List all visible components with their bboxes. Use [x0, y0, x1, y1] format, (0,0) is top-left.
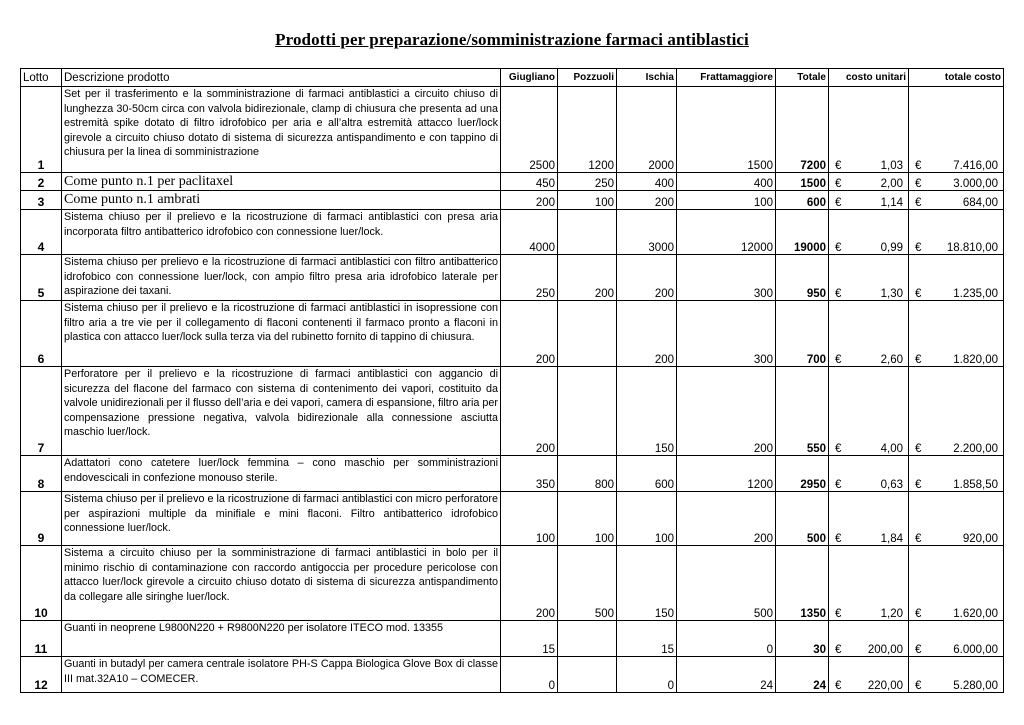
qty-giugliano: 200	[501, 367, 558, 456]
unit-cost-value: 2,00	[880, 178, 903, 190]
total-cost-value: 684,00	[962, 197, 998, 209]
total-cost-value: 3.000,00	[953, 178, 998, 190]
unit-cost-value: 2,60	[880, 354, 903, 366]
qty-ischia: 100	[617, 492, 677, 546]
unit-cost-value: 1,30	[880, 288, 903, 300]
product-description	[62, 191, 501, 210]
header-frattamaggiore: Frattamaggiore	[677, 69, 776, 87]
currency-symbol: €	[835, 160, 842, 172]
qty-giugliano: 200	[501, 191, 558, 210]
total-cost	[909, 456, 1004, 492]
qty-totale: 1500	[776, 173, 829, 191]
qty-pozzuoli: 100	[558, 191, 617, 210]
qty-frattamaggiore: 300	[677, 301, 776, 367]
header-totale-costo: totale costo	[909, 69, 1004, 87]
lotto-number: 2	[21, 173, 62, 191]
product-description	[62, 210, 501, 255]
qty-giugliano: 100	[501, 492, 558, 546]
qty-frattamaggiore: 0	[677, 621, 776, 657]
total-cost-value: 2.200,00	[953, 443, 998, 455]
total-cost	[909, 657, 1004, 693]
qty-totale: 550	[776, 367, 829, 456]
product-description-text: Sistema chiuso per il prelievo e la ricostruzione di farmaci antiblastici in isopressione con filtro aria a tre vie per il collegamento di flaconi contenenti il farmaco pronto a flaconi in plastica con attacco luer/lock sulla terza via del rubinetto fornito di tappino di chiusura.	[64, 302, 498, 343]
unit-cost-value: 0,99	[880, 242, 903, 254]
product-description	[62, 657, 501, 693]
product-description-text: Come punto n.1 ambrati	[64, 192, 201, 207]
product-description	[62, 173, 501, 191]
product-description-text: Perforatore per il prelievo e la ricostruzione di farmaci antiblastici con aggancio di sicurezza del flacone del farmaco con sistema di contenimento dei vapori, costituito da valvole unidirezionali per il flusso dell’aria e dei vapori, camera di espansione, filtro aria per compensazione pressione negativa, valvola bidirezionale alla connessione asciutta maschio luer/lock.	[64, 368, 498, 438]
table-row	[21, 255, 1004, 301]
qty-pozzuoli	[558, 657, 617, 693]
total-cost	[909, 255, 1004, 301]
qty-pozzuoli	[558, 301, 617, 367]
qty-ischia: 150	[617, 367, 677, 456]
product-description-text: Sistema chiuso per il prelievo e la ricostruzione di farmaci antiblastici con micro perforatore per aspirazioni multiple da minifiale e mini flaconi. Filtro antibatterico idrofobico connessione luer/lock.	[64, 493, 498, 534]
currency-symbol: €	[835, 680, 842, 692]
unit-cost	[829, 87, 909, 173]
currency-symbol: €	[835, 608, 842, 620]
qty-frattamaggiore: 500	[677, 546, 776, 621]
header-ischia: Ischia	[617, 69, 677, 87]
qty-ischia: 200	[617, 255, 677, 301]
product-description	[62, 456, 501, 492]
currency-symbol: €	[915, 608, 922, 620]
table-row	[21, 210, 1004, 255]
unit-cost	[829, 191, 909, 210]
unit-cost-value: 4,00	[880, 443, 903, 455]
products-table	[20, 68, 1004, 693]
unit-cost-value: 0,63	[880, 479, 903, 491]
unit-cost	[829, 255, 909, 301]
qty-totale: 500	[776, 492, 829, 546]
qty-totale: 30	[776, 621, 829, 657]
qty-frattamaggiore: 1200	[677, 456, 776, 492]
qty-totale: 24	[776, 657, 829, 693]
total-cost	[909, 210, 1004, 255]
qty-ischia: 2000	[617, 87, 677, 173]
unit-cost-value: 200,00	[867, 644, 903, 656]
lotto-number: 5	[21, 255, 62, 301]
unit-cost	[829, 210, 909, 255]
currency-symbol: €	[835, 354, 842, 366]
table-row	[21, 657, 1004, 693]
product-description	[62, 492, 501, 546]
qty-frattamaggiore: 200	[677, 492, 776, 546]
table-body	[21, 87, 1004, 693]
currency-symbol: €	[835, 288, 842, 300]
qty-pozzuoli: 800	[558, 456, 617, 492]
table-row	[21, 301, 1004, 367]
unit-cost	[829, 546, 909, 621]
qty-totale: 2950	[776, 456, 829, 492]
qty-giugliano: 4000	[501, 210, 558, 255]
table-row	[21, 191, 1004, 210]
qty-pozzuoli: 200	[558, 255, 617, 301]
product-description	[62, 301, 501, 367]
product-description-text: Guanti in butadyl per camera centrale isolatore PH-S Cappa Biologica Glove Box di classe III mat.32A10 – COMECER.	[64, 658, 498, 685]
qty-frattamaggiore: 100	[677, 191, 776, 210]
unit-cost	[829, 173, 909, 191]
table-row	[21, 173, 1004, 191]
qty-ischia: 3000	[617, 210, 677, 255]
total-cost-value: 18.810,00	[946, 242, 998, 254]
qty-totale: 7200	[776, 87, 829, 173]
unit-cost-value: 220,00	[867, 680, 903, 692]
product-description-text: Come punto n.1 per paclitaxel	[64, 173, 234, 189]
lotto-number: 10	[21, 546, 62, 621]
header-row	[21, 69, 1004, 87]
product-description	[62, 546, 501, 621]
header-descrizione: Descrizione prodotto	[62, 69, 501, 87]
qty-ischia: 200	[617, 191, 677, 210]
header-totale: Totale	[776, 69, 829, 87]
currency-symbol: €	[915, 288, 922, 300]
product-description-text: Adattatori cono catetere luer/lock femmina – cono maschio per somministrazioni endovescicali in confezione monouso sterile.	[64, 457, 498, 484]
currency-symbol: €	[835, 178, 842, 190]
unit-cost	[829, 301, 909, 367]
qty-frattamaggiore: 400	[677, 173, 776, 191]
document-title: Prodotti per preparazione/somministrazione farmaci antiblastici	[275, 30, 749, 49]
qty-giugliano: 450	[501, 173, 558, 191]
qty-giugliano: 200	[501, 546, 558, 621]
header-costo-unitari: costo unitari	[829, 69, 909, 87]
currency-symbol: €	[835, 443, 842, 455]
product-description-text: Sistema a circuito chiuso per la somministrazione di farmaci antiblastici in bolo per il minimo rischio di contaminazione con raccordo antigoccia per procedure pericolose con attacco luer/lock girevole a circuito chiuso dotato di sistema di sicurezza antispandimento da collegare alle siringhe luer/lock.	[64, 547, 498, 603]
table-row	[21, 546, 1004, 621]
qty-giugliano: 2500	[501, 87, 558, 173]
unit-cost	[829, 657, 909, 693]
product-description	[62, 367, 501, 456]
qty-frattamaggiore: 300	[677, 255, 776, 301]
lotto-number: 7	[21, 367, 62, 456]
currency-symbol: €	[915, 680, 922, 692]
currency-symbol: €	[915, 197, 922, 209]
total-cost	[909, 367, 1004, 456]
qty-totale: 1350	[776, 546, 829, 621]
total-cost-value: 6.000,00	[953, 644, 998, 656]
qty-ischia: 600	[617, 456, 677, 492]
total-cost	[909, 492, 1004, 546]
qty-pozzuoli: 1200	[558, 87, 617, 173]
header-pozzuoli: Pozzuoli	[558, 69, 617, 87]
currency-symbol: €	[915, 354, 922, 366]
total-cost	[909, 546, 1004, 621]
total-cost	[909, 191, 1004, 210]
currency-symbol: €	[835, 533, 842, 545]
currency-symbol: €	[915, 443, 922, 455]
total-cost-value: 1.858,50	[953, 479, 998, 491]
lotto-number: 4	[21, 210, 62, 255]
qty-pozzuoli: 500	[558, 546, 617, 621]
product-description-text: Set per il trasferimento e la somministrazione di farmaci antiblastici a circuito chiuso di lunghezza 30-50cm circa con valvola bidirezionale, clamp di chiusura che presenta ad una estremità spike dotato di filtro idrofobico per aria e all’altra estremità attacco luer/lock girevole a circuito chiuso dotato di sistema di sicurezza antispandimento e con tappino di chiusura per la linea di somministrazione	[64, 88, 498, 158]
product-description-text: Guanti in neoprene L9800N220 + R9800N220 per isolatore ITECO mod. 13355	[64, 622, 444, 634]
qty-giugliano: 15	[501, 621, 558, 657]
qty-pozzuoli: 250	[558, 173, 617, 191]
qty-pozzuoli: 100	[558, 492, 617, 546]
qty-giugliano: 0	[501, 657, 558, 693]
product-description	[62, 255, 501, 301]
unit-cost	[829, 367, 909, 456]
product-description	[62, 87, 501, 173]
lotto-number: 9	[21, 492, 62, 546]
total-cost	[909, 301, 1004, 367]
unit-cost	[829, 492, 909, 546]
qty-pozzuoli	[558, 210, 617, 255]
qty-totale: 700	[776, 301, 829, 367]
qty-giugliano: 350	[501, 456, 558, 492]
currency-symbol: €	[915, 178, 922, 190]
total-cost-value: 1.820,00	[953, 354, 998, 366]
qty-ischia: 0	[617, 657, 677, 693]
qty-ischia: 150	[617, 546, 677, 621]
qty-totale: 950	[776, 255, 829, 301]
unit-cost	[829, 456, 909, 492]
qty-ischia: 200	[617, 301, 677, 367]
currency-symbol: €	[915, 479, 922, 491]
lotto-number: 8	[21, 456, 62, 492]
lotto-number: 12	[21, 657, 62, 693]
table-row	[21, 492, 1004, 546]
qty-frattamaggiore: 200	[677, 367, 776, 456]
total-cost-value: 920,00	[962, 533, 998, 545]
table-row	[21, 456, 1004, 492]
total-cost-value: 5.280,00	[953, 680, 998, 692]
currency-symbol: €	[835, 197, 842, 209]
unit-cost-value: 1,03	[880, 160, 903, 172]
total-cost-value: 1.620,00	[953, 608, 998, 620]
qty-pozzuoli	[558, 621, 617, 657]
lotto-number: 6	[21, 301, 62, 367]
header-giugliano: Giugliano	[501, 69, 558, 87]
qty-frattamaggiore: 24	[677, 657, 776, 693]
qty-totale: 600	[776, 191, 829, 210]
unit-cost-value: 1,84	[880, 533, 903, 545]
currency-symbol: €	[835, 479, 842, 491]
product-description-text: Sistema chiuso per il prelievo e la ricostruzione di farmaci antiblastici con presa aria incorporata filtro antibatterico idrofobico con connessione luer/lock.	[64, 211, 498, 238]
qty-ischia: 15	[617, 621, 677, 657]
total-cost-value: 7.416,00	[953, 160, 998, 172]
currency-symbol: €	[835, 242, 842, 254]
total-cost	[909, 87, 1004, 173]
lotto-number: 3	[21, 191, 62, 210]
total-cost	[909, 173, 1004, 191]
qty-giugliano: 200	[501, 301, 558, 367]
currency-symbol: €	[915, 533, 922, 545]
lotto-number: 1	[21, 87, 62, 173]
qty-pozzuoli	[558, 367, 617, 456]
qty-totale: 19000	[776, 210, 829, 255]
total-cost-value: 1.235,00	[953, 288, 998, 300]
currency-symbol: €	[915, 644, 922, 656]
lotto-number: 11	[21, 621, 62, 657]
table-row	[21, 367, 1004, 456]
currency-symbol: €	[915, 160, 922, 172]
qty-giugliano: 250	[501, 255, 558, 301]
table-row	[21, 621, 1004, 657]
qty-frattamaggiore: 1500	[677, 87, 776, 173]
unit-cost-value: 1,14	[880, 197, 903, 209]
qty-ischia: 400	[617, 173, 677, 191]
qty-frattamaggiore: 12000	[677, 210, 776, 255]
currency-symbol: €	[835, 644, 842, 656]
currency-symbol: €	[915, 242, 922, 254]
unit-cost	[829, 621, 909, 657]
product-description	[62, 621, 501, 657]
table-row	[21, 87, 1004, 173]
product-description-text: Sistema chiuso per prelievo e la ricostruzione di farmaci antiblastici con filtro antibatterico idrofobico con connessione luer/lock, con ampio filtro presa aria idrofobico laterale per aspirazione dei taxani.	[64, 256, 498, 297]
total-cost	[909, 621, 1004, 657]
header-lotto: Lotto	[21, 69, 62, 87]
unit-cost-value: 1,20	[880, 608, 903, 620]
